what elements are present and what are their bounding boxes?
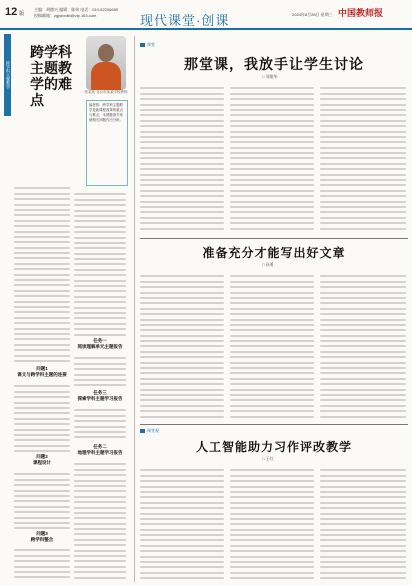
subhead-q3-title: 跨学科整合: [30, 537, 54, 542]
header-rule: [0, 28, 412, 30]
article1-col2: [230, 84, 314, 234]
column-divider: [134, 36, 135, 582]
issue-date: 2024年8月28日 星期三: [292, 12, 333, 17]
article2-byline: □ 孙勇: [262, 262, 274, 267]
vertical-tag: 跨学科主题教学: [4, 34, 11, 116]
feature-body-4: [14, 546, 70, 580]
article-separator-2: [140, 424, 408, 425]
article3-title: 人工智能助力习作评改教学: [195, 440, 352, 454]
subhead-q3: 问题3: [36, 531, 48, 536]
task1-title: 阅读理解单元主题报告: [77, 344, 123, 349]
article2-col2: [230, 272, 314, 420]
article3-label: 课堂观: [140, 428, 159, 434]
feature-body-3: [14, 470, 70, 530]
article3-col2: [230, 466, 314, 580]
masthead-logo: 中国教师报: [338, 9, 384, 19]
page-number: 12 版: [5, 6, 25, 18]
task2-title: 探索学科主题学习报告: [77, 396, 123, 401]
subhead-q1: 问题1: [36, 366, 48, 371]
page-header: [0, 0, 412, 36]
feature-body-7: [74, 406, 126, 442]
article3-byline: □ 王红: [262, 456, 274, 461]
feature-body-2: [14, 382, 70, 452]
article3-col3: [320, 466, 406, 580]
feature-column: [4, 34, 128, 582]
article2-col1: [140, 272, 224, 420]
subhead-q2: 问题2: [36, 454, 48, 459]
article1-label: 课堂: [140, 42, 155, 48]
subhead-q2-title: 课程设计: [33, 460, 51, 465]
article1-title: 那堂课，我放手让学生讨论: [184, 56, 364, 72]
feature-body-8: [74, 460, 126, 580]
editor-line: 主编：胡德兴 编辑：陈伟 电话：010-82296685: [34, 7, 119, 12]
article1-col3: [320, 84, 406, 234]
article2-title: 准备充分才能写出好文章: [202, 246, 346, 260]
section-title: 现代课堂·创课: [140, 13, 230, 28]
task3-title: 地理学科主题学习报告: [77, 450, 123, 455]
task1-label: 任务一: [93, 338, 107, 343]
task3-label: 任务二: [93, 444, 107, 449]
article3-col1: [140, 466, 224, 580]
article1-col1: [140, 84, 224, 234]
article1-byline: □ 刘建华: [262, 74, 278, 79]
label-marker-icon: [140, 43, 145, 47]
author-photo: [86, 36, 126, 90]
article2-col3: [320, 272, 406, 420]
feature-body-6: [74, 354, 126, 390]
email-line: 投稿邮箱：zgjsbxdkt@vip.163.com: [34, 13, 97, 18]
feature-body-5: [74, 190, 126, 338]
subhead-q1-title: 课文与跨学科主题的连接: [17, 372, 67, 377]
editor-meta: [34, 7, 118, 19]
feature-body-1: [14, 184, 70, 364]
task2-label: 任务三: [93, 390, 107, 395]
editor-note: 编者按：跨学科主题教学是新课程改革的重点与难点，本期邀请专家就相关问题作出分析。: [86, 100, 128, 186]
article-separator-1: [140, 238, 408, 239]
photo-caption: 张某某 北京市某某学校教师: [84, 90, 128, 94]
label-marker-icon: [140, 429, 145, 433]
feature-title: 跨学科主题教学的难点: [30, 44, 72, 108]
